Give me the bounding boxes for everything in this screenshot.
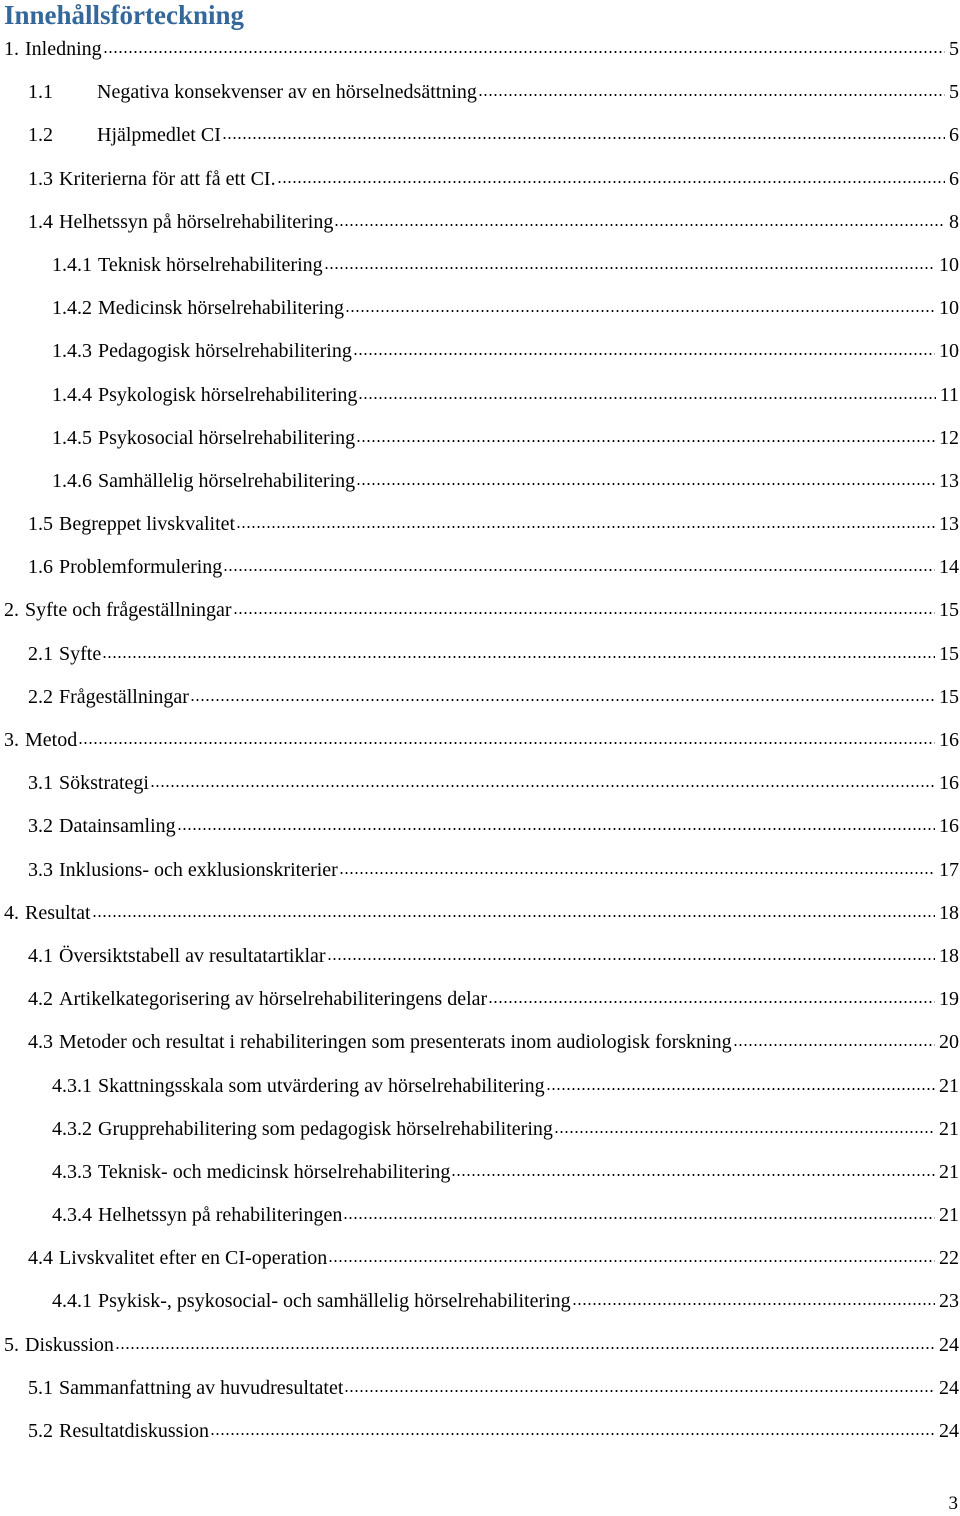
toc-entry-number: 3. <box>4 729 19 751</box>
toc-entry-content <box>52 1280 960 1323</box>
toc-entry[interactable] <box>0 503 960 546</box>
dot-leader <box>344 1377 935 1397</box>
toc-entry[interactable] <box>0 158 960 201</box>
toc-entry-content <box>4 589 960 632</box>
toc-entry[interactable] <box>0 1324 960 1367</box>
toc-entry-page: 19 <box>939 988 959 1011</box>
toc-entry-content <box>52 374 960 417</box>
toc-entry[interactable] <box>0 849 960 892</box>
toc-entry-page: 23 <box>939 1290 959 1313</box>
toc-entry[interactable] <box>0 1151 960 1194</box>
toc-entry-page: 17 <box>939 858 959 881</box>
toc-entry-title: Pedagogisk hörselrehabilitering <box>98 340 352 363</box>
toc-entry-page: 13 <box>939 469 959 492</box>
dot-leader <box>356 427 935 447</box>
toc-entry-page: 16 <box>939 815 959 838</box>
dot-leader <box>334 211 945 231</box>
toc-entry[interactable] <box>0 1410 960 1453</box>
dot-leader <box>546 1075 935 1095</box>
dot-leader <box>78 729 935 749</box>
toc-entry-title: Teknisk- och medicinsk hörselrehabilitering <box>98 1160 451 1183</box>
toc-entry-page: 18 <box>939 901 959 924</box>
toc-entry-page: 14 <box>939 556 959 579</box>
toc-entry-number: 4.4 <box>28 1247 53 1270</box>
toc-entry-title: Psykisk-, psykosocial- och samhällelig hörselrehabilitering <box>98 1290 571 1313</box>
toc-entry[interactable] <box>0 805 960 848</box>
dot-leader <box>115 1334 935 1354</box>
toc-entry-page: 10 <box>939 253 959 276</box>
toc-entry-page: 15 <box>939 642 959 665</box>
toc-entry-content <box>28 978 960 1021</box>
dot-leader <box>328 1247 935 1267</box>
toc-entry-title: Artikelkategorisering av hörselrehabiliteringens delar <box>59 988 488 1011</box>
toc-entry-number: 4.3.1 <box>52 1074 92 1097</box>
dot-leader <box>478 81 945 101</box>
toc-entry-page: 10 <box>939 340 959 363</box>
toc-entry-title: Livskvalitet efter en CI-operation <box>59 1247 328 1270</box>
toc-entry-content <box>52 1151 960 1194</box>
toc-entry-number: 5. <box>4 1333 19 1356</box>
toc-entry-content <box>28 849 960 892</box>
toc-entry-content <box>28 1021 960 1064</box>
toc-entry-content <box>52 460 960 503</box>
toc-entry-page: 6 <box>949 167 959 190</box>
toc-entry[interactable] <box>0 719 960 762</box>
toc-entry-title: Diskussion <box>25 1333 114 1356</box>
toc-entry-page: 20 <box>939 1031 959 1054</box>
toc-entry-content <box>52 1108 960 1151</box>
toc-entry-content <box>28 1237 960 1280</box>
toc-entry-content <box>52 417 960 460</box>
dot-leader <box>488 988 935 1008</box>
toc-entry-number: 1.2 <box>28 124 53 147</box>
toc-entry-content <box>52 287 960 330</box>
toc-entry-content <box>28 158 960 201</box>
toc-entry-number: 2.1 <box>28 642 53 665</box>
toc-entry-page: 13 <box>939 513 959 536</box>
dot-leader <box>190 686 935 706</box>
toc-entry-content <box>28 201 960 244</box>
dot-leader <box>451 1161 935 1181</box>
toc-entry-title: Sammanfattning av huvudresultatet <box>59 1376 344 1399</box>
toc-entry-title: Datainsamling <box>59 815 176 838</box>
toc-entry-title: Psykosocial hörselrehabilitering <box>98 426 356 449</box>
dot-leader <box>233 599 935 619</box>
toc-entry-page: 22 <box>939 1247 959 1270</box>
toc-entry-number: 1. <box>4 38 19 60</box>
toc-entry-page: 10 <box>939 297 959 320</box>
dot-leader <box>103 38 945 58</box>
toc-entry-page: 16 <box>939 729 959 751</box>
toc-entry-title: Helhetssyn på rehabiliteringen <box>98 1204 343 1227</box>
toc-entry-number: 1.4.5 <box>52 426 92 449</box>
toc-entry-content <box>28 71 960 114</box>
toc-entry-title: Syfte och frågeställningar <box>25 599 232 622</box>
toc-entry-title: Inledning <box>25 38 102 60</box>
dot-leader <box>356 470 935 490</box>
toc-entry-page: 5 <box>949 38 959 60</box>
toc-entry-number: 2.2 <box>28 685 53 708</box>
dot-leader <box>324 254 935 274</box>
dot-leader <box>236 513 935 533</box>
toc-entry-content <box>52 1194 960 1237</box>
toc-entry-title: Skattningsskala som utvärdering av hörselrehabilitering <box>98 1074 545 1097</box>
toc-entry[interactable] <box>0 1194 960 1237</box>
toc-entry-number: 1.3 <box>28 167 53 190</box>
dot-leader <box>177 815 935 835</box>
dot-leader <box>222 124 945 144</box>
table-of-contents <box>0 28 960 1453</box>
dot-leader <box>210 1420 935 1440</box>
dot-leader <box>572 1290 935 1310</box>
toc-entry-content <box>4 892 960 935</box>
dot-leader <box>343 1204 935 1224</box>
toc-entry-title: Inklusions- och exklusionskriterier <box>59 858 338 881</box>
toc-entry[interactable] <box>0 330 960 373</box>
toc-entry-title: Problemformulering <box>59 556 223 579</box>
toc-entry-title: Helhetssyn på hörselrehabilitering <box>59 210 334 233</box>
toc-entry-number: 3.2 <box>28 815 53 838</box>
toc-entry-content <box>28 805 960 848</box>
toc-entry-page: 5 <box>949 81 959 104</box>
toc-entry-page: 6 <box>949 124 959 147</box>
page-title: Innehållsförteckning <box>4 0 245 30</box>
toc-entry-content <box>52 244 960 287</box>
toc-entry-content <box>52 1065 960 1108</box>
toc-entry[interactable] <box>0 460 960 503</box>
toc-entry-number: 4.1 <box>28 944 53 967</box>
toc-entry-content <box>28 114 960 157</box>
toc-entry[interactable] <box>0 978 960 1021</box>
toc-entry-number: 5.1 <box>28 1376 53 1399</box>
toc-entry-content <box>28 762 960 805</box>
dot-leader <box>277 168 945 188</box>
toc-entry[interactable] <box>0 417 960 460</box>
toc-entry-title: Grupprehabilitering som pedagogisk hörselrehabilitering <box>98 1117 553 1140</box>
toc-entry-title: Syfte <box>59 642 102 665</box>
toc-entry-title: Översiktstabell av resultatartiklar <box>59 944 326 967</box>
toc-entry-content <box>28 935 960 978</box>
toc-entry[interactable] <box>0 892 960 935</box>
toc-entry-number: 1.4.3 <box>52 340 92 363</box>
toc-entry-content <box>28 633 960 676</box>
toc-entry-content <box>4 28 960 71</box>
dot-leader <box>150 772 935 792</box>
toc-entry-number: 4.3.4 <box>52 1204 92 1227</box>
toc-entry-content <box>4 719 960 762</box>
toc-entry-title: Psykologisk hörselrehabilitering <box>98 383 358 406</box>
toc-entry[interactable] <box>0 71 960 114</box>
toc-entry-number: 3.3 <box>28 858 53 881</box>
toc-entry-content <box>52 330 960 373</box>
toc-entry-number: 4.2 <box>28 988 53 1011</box>
toc-entry-number: 1.4.2 <box>52 297 92 320</box>
toc-entry-page: 18 <box>939 944 959 967</box>
toc-entry-title: Resultatdiskussion <box>59 1420 210 1442</box>
toc-entry-page: 21 <box>939 1204 959 1227</box>
dot-leader <box>102 643 935 663</box>
dot-leader <box>345 297 935 317</box>
toc-entry[interactable] <box>0 935 960 978</box>
toc-entry-content <box>4 1324 960 1367</box>
toc-entry[interactable] <box>0 1108 960 1151</box>
toc-entry-page: 21 <box>939 1117 959 1140</box>
toc-entry-number: 1.4.1 <box>52 253 92 276</box>
dot-leader <box>353 340 935 360</box>
toc-entry[interactable] <box>0 1280 960 1323</box>
dot-leader <box>554 1118 935 1138</box>
toc-entry-page: 24 <box>939 1333 959 1356</box>
toc-entry-page: 24 <box>939 1420 959 1442</box>
toc-entry-number: 4.3.3 <box>52 1160 92 1183</box>
toc-entry-content <box>28 503 960 546</box>
toc-entry-page: 21 <box>939 1074 959 1097</box>
toc-entry[interactable] <box>0 1021 960 1064</box>
toc-entry-number: 1.4 <box>28 210 53 233</box>
toc-entry[interactable] <box>0 28 960 71</box>
toc-entry-page: 15 <box>939 599 959 622</box>
toc-entry-title: Resultat <box>25 901 91 924</box>
toc-entry-page: 12 <box>939 426 959 449</box>
toc-entry-title: Frågeställningar <box>59 685 189 708</box>
toc-entry-title: Begreppet livskvalitet <box>59 513 236 536</box>
toc-entry-title: Metoder och resultat i rehabiliteringen som presenterats inom audiologisk forskning <box>59 1031 732 1054</box>
dot-leader <box>92 902 935 922</box>
toc-entry-content <box>28 546 960 589</box>
toc-entry-number: 4.3 <box>28 1031 53 1054</box>
toc-entry-number: 1.1 <box>28 81 53 104</box>
toc-entry[interactable] <box>0 589 960 632</box>
toc-entry[interactable] <box>0 1237 960 1280</box>
toc-entry-title: Negativa konsekvenser av en hörselnedsättning <box>97 81 477 104</box>
toc-entry-page: 16 <box>939 772 959 795</box>
toc-entry-content <box>28 676 960 719</box>
toc-entry-page: 8 <box>949 210 959 233</box>
toc-entry[interactable] <box>0 546 960 589</box>
dot-leader <box>733 1031 935 1051</box>
toc-entry-number: 1.5 <box>28 513 53 536</box>
toc-entry-number: 3.1 <box>28 772 53 795</box>
dot-leader <box>223 556 935 576</box>
toc-entry-content <box>28 1410 960 1453</box>
toc-entry-title: Metod <box>25 729 78 751</box>
toc-entry-number: 1.4.4 <box>52 383 92 406</box>
dot-leader <box>339 859 935 879</box>
toc-entry-number: 4.4.1 <box>52 1290 92 1313</box>
toc-entry-title: Hjälpmedlet CI <box>97 124 221 147</box>
toc-entry[interactable] <box>0 287 960 330</box>
toc-entry[interactable] <box>0 1065 960 1108</box>
toc-entry-title: Kriterierna för att få ett CI. <box>59 167 276 190</box>
toc-entry-number: 4.3.2 <box>52 1117 92 1140</box>
toc-entry-title: Sökstrategi <box>59 772 149 795</box>
toc-entry-number: 4. <box>4 901 19 924</box>
toc-entry-title: Samhällelig hörselrehabilitering <box>98 469 356 492</box>
toc-entry[interactable] <box>0 244 960 287</box>
toc-entry-number: 1.4.6 <box>52 469 92 492</box>
toc-entry[interactable] <box>0 201 960 244</box>
toc-entry-page: 15 <box>939 685 959 708</box>
toc-entry-content <box>28 1367 960 1410</box>
toc-entry-number: 2. <box>4 599 19 622</box>
toc-entry-title: Teknisk hörselrehabilitering <box>98 253 323 276</box>
dot-leader <box>327 945 935 965</box>
toc-entry-number: 5.2 <box>28 1420 53 1442</box>
toc-entry-page: 21 <box>939 1160 959 1183</box>
toc-entry[interactable] <box>0 676 960 719</box>
toc-entry-page: 11 <box>939 383 959 406</box>
toc-entry[interactable] <box>0 762 960 805</box>
toc-entry-page: 24 <box>939 1376 959 1399</box>
toc-entry[interactable] <box>0 374 960 417</box>
toc-entry[interactable] <box>0 633 960 676</box>
page-number: 3 <box>948 1493 958 1514</box>
dot-leader <box>358 384 935 404</box>
toc-entry-number: 1.6 <box>28 556 53 579</box>
toc-entry[interactable] <box>0 1367 960 1410</box>
toc-entry[interactable] <box>0 114 960 157</box>
toc-entry-title: Medicinsk hörselrehabilitering <box>98 297 345 320</box>
